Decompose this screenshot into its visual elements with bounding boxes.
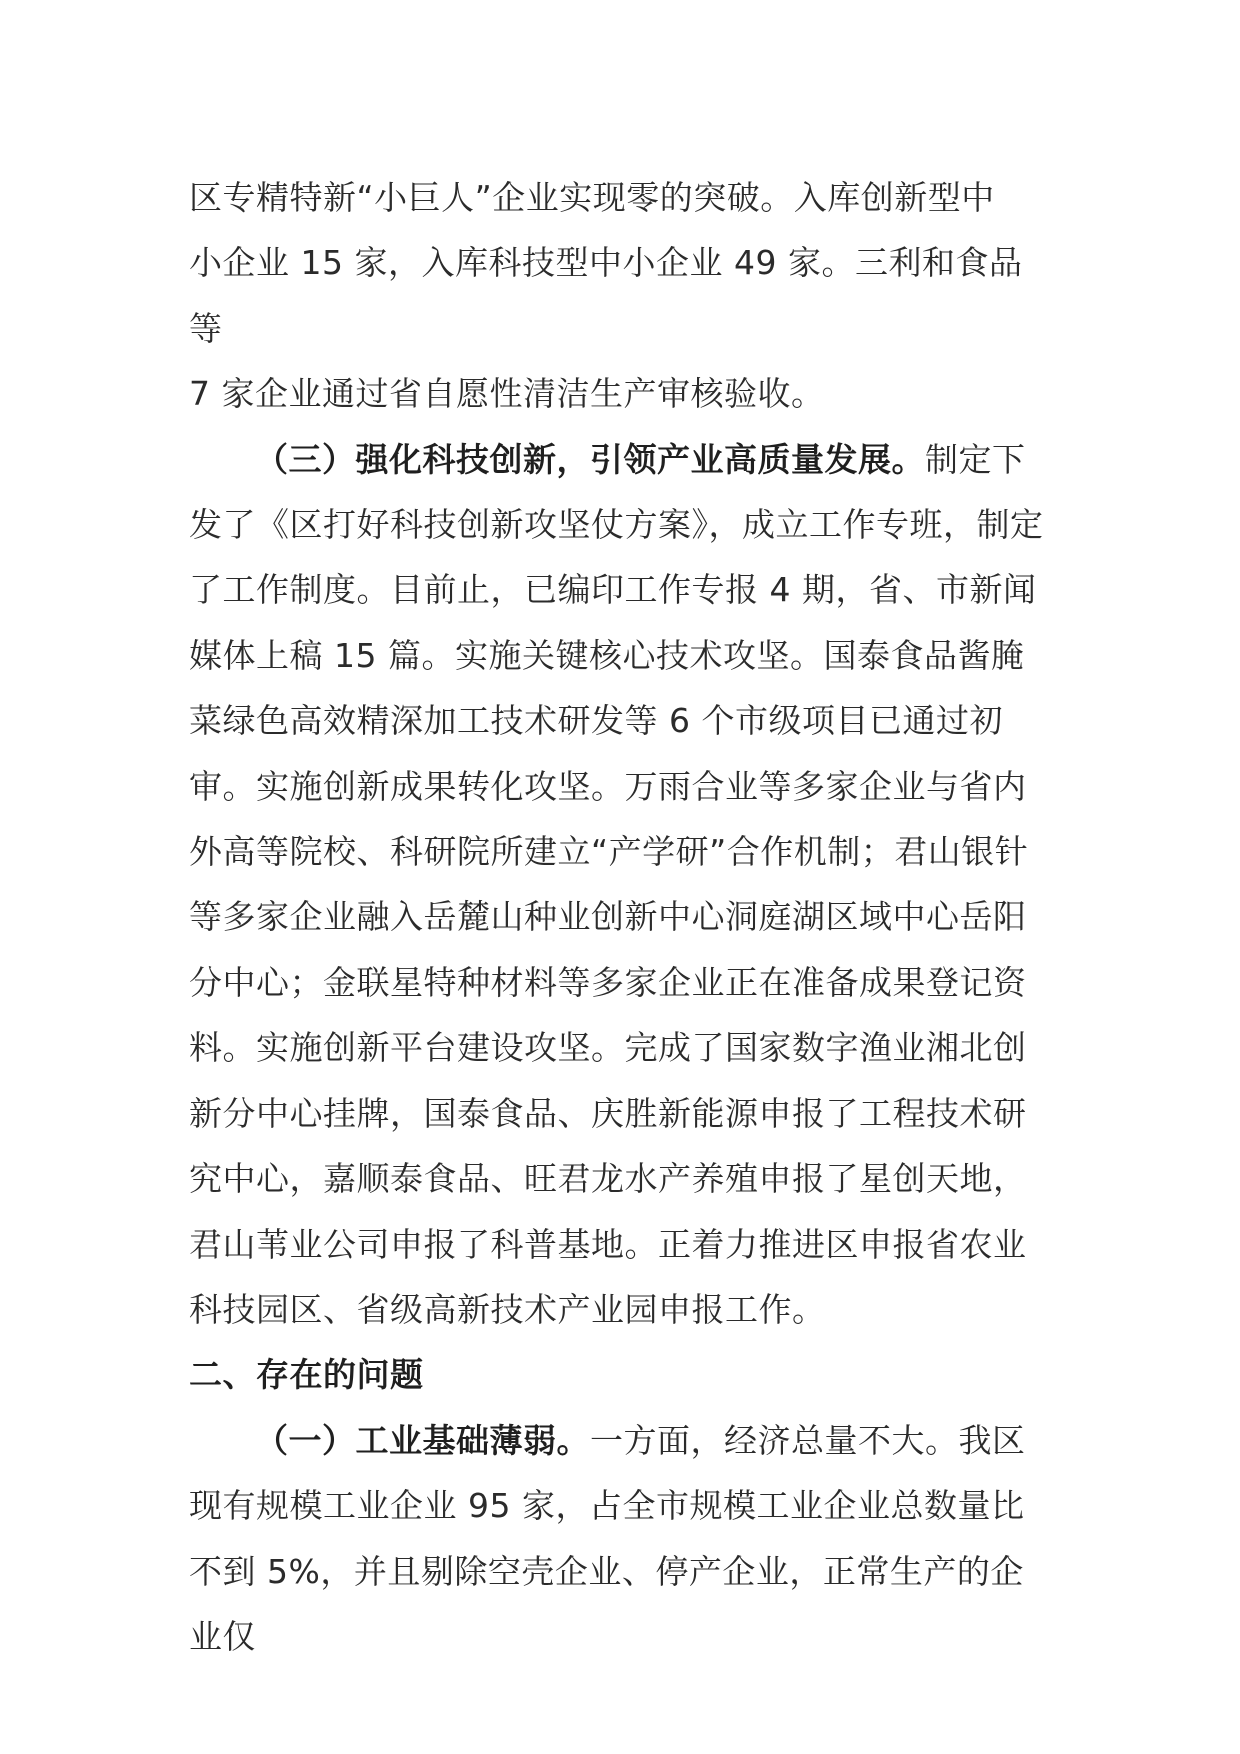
paragraph-text: 制定下发了《区打好科技创新攻坚仗方案》，成立工作专班，制定了工作制度。目前止，已编印工作专报 4 期，省、市新闻媒体上稿 15 篇。实施关键核心技术攻坚。国泰食品酱腌菜绿色高效精深加工技术研发等 6 个市级项目已通过初审。实施创新成果转化攻坚。万雨合业等多家企业与省内外高等院校、科研院所建立“产学研”合作机制；君山银针等多家企业融入岳麓山种业创新中心洞庭湖区域中心岳阳分中心；金联星特种材料等多家企业正在准备成果登记资料。实施创新平台建设攻坚。完成了国家数字渔业湘北创新分中心挂牌，国泰食品、庆胜新能源申报了工程技术研究中心，嘉顺泰食品、旺君龙水产养殖申报了星创天地，君山苇业公司申报了科普基地。正着力推进区申报省农业科技园区、省级高新技术产业园申报工作。 [189, 439, 1044, 1329]
document-body [189, 165, 1051, 1669]
paragraph-industrial-base [189, 1408, 1051, 1670]
paragraph-tech-innovation [189, 427, 1051, 1343]
paragraph-text: 一方面，经济总量不大。我区现有规模工业企业 95 家，占全市规模工业企业总数量比不到 5%，并且剔除空壳企业、停产企业，正常生产的企业仅 [189, 1420, 1026, 1656]
paragraph-line: 7 家企业通过省自愿性清洁生产审核验收。 [189, 374, 825, 414]
paragraph-lead-heading: （三）强化科技创新，引领产业高质量发展。 [255, 439, 925, 479]
paragraph-lead-heading: （一）工业基础薄弱。 [255, 1420, 590, 1460]
paragraph-continued [189, 165, 1051, 427]
paragraph-line: 小企业 15 家，入库科技型中小企业 49 家。三利和食品等 [189, 243, 1023, 348]
section-heading: 二、存在的问题 [189, 1355, 424, 1395]
paragraph-line: 区专精特新“小巨人”企业实现零的突破。入库创新型中 [189, 178, 995, 217]
